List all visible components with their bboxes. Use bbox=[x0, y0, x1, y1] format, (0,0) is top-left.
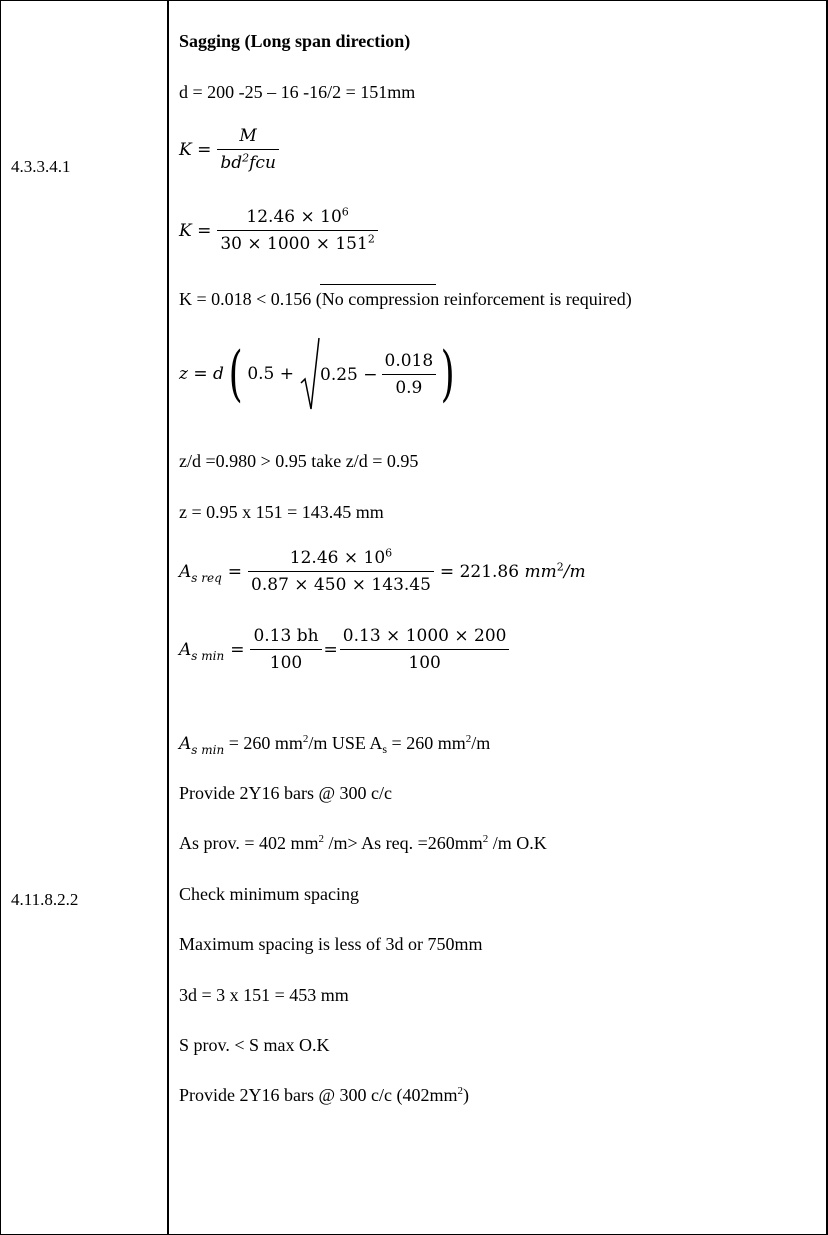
clause-ref-2: 4.11.8.2.2 bbox=[11, 890, 79, 909]
as-min-eq-2: = bbox=[323, 639, 338, 660]
final-provide-line: Provide 2Y16 bars @ 300 c/c $(402mm^2)$ bbox=[179, 1085, 470, 1105]
as-req-denominator: 0.87 × 450 × 143.45 bbox=[251, 575, 431, 595]
k-fraction bbox=[217, 126, 279, 173]
max-spacing-line: Maximum spacing is less of 3d or 750mm bbox=[179, 934, 483, 954]
left-paren: ( bbox=[228, 339, 243, 409]
as-min-res-lhs: $A_{s min}$ bbox=[179, 734, 225, 757]
effective-depth-line: d = 200 -25 – 16 -16/2 = 151mm bbox=[179, 82, 416, 102]
z-fraction bbox=[382, 351, 437, 398]
z-term-b: 0.25 − bbox=[320, 364, 378, 385]
section-title: Sagging (Long span direction) bbox=[179, 31, 411, 51]
sqrt-content bbox=[320, 284, 436, 398]
provide-bars-line: Provide 2Y16 bars @ 300 c/c bbox=[179, 783, 393, 803]
as-min-fraction-1 bbox=[250, 626, 321, 673]
as-min-numerator-2: 0.13 × 1000 × 200 bbox=[340, 626, 510, 650]
as-min-formula bbox=[179, 626, 509, 673]
right-paren: ) bbox=[440, 339, 455, 409]
three-d-line: 3d = 3 x 151 = 453 mm bbox=[179, 985, 349, 1005]
as-min-numerator-1: 0.13 bh bbox=[250, 626, 321, 650]
clause-ref-1: 4.3.3.4.1 bbox=[11, 157, 71, 176]
as-req-eq: = bbox=[227, 561, 243, 582]
k-denominator: $bd^2fcu$ bbox=[220, 151, 276, 173]
k-sub-fraction bbox=[217, 207, 377, 254]
z-formula bbox=[179, 335, 460, 413]
as-prov-line: As prov. = 402 $mm^2$ /m> As req. $=260mm^2$ /m O.K bbox=[179, 833, 547, 853]
k-numerator: M bbox=[217, 126, 279, 150]
lever-arm-line: z = 0.95 x 151 = 143.45 mm bbox=[179, 502, 384, 522]
as-min-denominator-1: 100 bbox=[269, 653, 303, 673]
as-req-numerator: $12.46 \times 10^6$ bbox=[248, 548, 434, 572]
k-substitution bbox=[179, 207, 378, 254]
as-req-formula bbox=[179, 548, 586, 595]
column-divider bbox=[167, 0, 169, 1235]
k-sub-numerator: $12.46 \times 10^6$ bbox=[217, 207, 377, 231]
as-req-lhs: $A_{s req}$ bbox=[179, 561, 222, 585]
z-numerator: 0.018 bbox=[382, 351, 437, 375]
k-formula bbox=[179, 126, 279, 173]
z-over-d-line: z/d =0.980 > 0.95 take z/d = 0.95 bbox=[179, 451, 419, 471]
as-min-lhs: $A_{s min}$ bbox=[179, 639, 225, 663]
as-min-eq: = bbox=[230, 639, 245, 660]
as-min-fraction-2 bbox=[340, 626, 510, 673]
k-result-line: K = 0.018 < 0.156 (No compression reinforcement is required) bbox=[179, 289, 632, 309]
k-sub-lhs: K = bbox=[179, 220, 212, 241]
as-req-fraction bbox=[248, 548, 434, 595]
z-lhs: z = d bbox=[179, 364, 224, 384]
s-prov-line: S prov. < S max O.K bbox=[179, 1035, 330, 1055]
check-spacing-line: Check minimum spacing bbox=[179, 884, 359, 904]
z-term-a: 0.5 + bbox=[247, 364, 294, 384]
k-lhs: K = bbox=[179, 139, 212, 160]
as-min-result-line: $A_{s min} = 260$ $mm^2/m$ USE $A_s = 260$ $mm^2/m$ bbox=[179, 733, 491, 757]
z-denominator: 0.9 bbox=[395, 378, 423, 398]
sqrt-sign bbox=[300, 335, 320, 413]
as-req-result: = 221.86 $mm^2/m$ bbox=[439, 559, 586, 582]
k-sub-denominator: $30 \times 1000 \times 151^2$ bbox=[220, 232, 375, 254]
as-min-denominator-2: 100 bbox=[408, 653, 441, 673]
